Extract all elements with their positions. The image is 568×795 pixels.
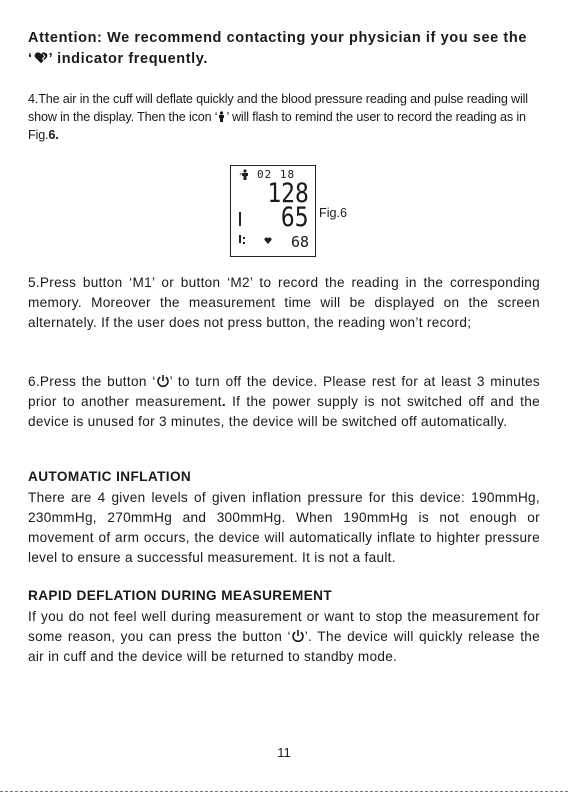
attention-line-1: Attention: We recommend contacting your physician if you see the bbox=[28, 30, 527, 46]
section-heading-automatic-inflation: AUTOMATIC INFLATION bbox=[28, 469, 192, 484]
lcd-diastolic: 65 bbox=[281, 202, 309, 233]
step-5-text: 5.Press button ‘M1’ or button ‘M2’ to record the reading in the corresponding memory. Moreover the measurement time will be displayed on the screen alternately. If the user does not press button, the reading won’t record; bbox=[28, 275, 540, 330]
lcd-segment-dot bbox=[243, 242, 245, 244]
attention-line-2: ‘ ’ indicator frequently. bbox=[28, 51, 208, 67]
figure-caption: Fig.6 bbox=[319, 206, 347, 220]
person-icon bbox=[239, 169, 251, 180]
lcd-pulse: 68 bbox=[290, 233, 309, 251]
irregular-heartbeat-icon bbox=[33, 52, 49, 64]
power-icon bbox=[291, 629, 305, 643]
lcd-segment-bar bbox=[239, 235, 241, 243]
step-6-text: 6.Press the button ‘ ’ to turn off the device. Please rest for at least 3 minutes prior to another measurement. If the power supply is not switched off and the device is unused for 3 minutes, the device will be switched off automatically. bbox=[28, 374, 540, 429]
lcd-segment-dot bbox=[243, 237, 245, 239]
lcd-date: 02 18 bbox=[257, 168, 296, 181]
heart-icon bbox=[264, 237, 272, 244]
attention-note bbox=[28, 28, 548, 70]
lcd-segment-bar bbox=[239, 212, 241, 226]
lcd-systolic: 128 bbox=[267, 178, 309, 209]
section-heading-rapid-deflation: RAPID DEFLATION DURING MEASUREMENT bbox=[28, 588, 333, 603]
rapid-deflation-text: If you do not feel well during measurement or want to stop the measurement for some reason, you can press the button ‘ ’. The device will quickly release the air in cuff and the device will be returned to standby mode. bbox=[28, 609, 540, 664]
step-4-text: 4.The air in the cuff will deflate quickly and the blood pressure reading and pulse reading will show in the display. Then the icon ‘ ’ will flash to remind the user to record the reading as in Fig.6. bbox=[28, 92, 528, 142]
page-divider bbox=[0, 791, 568, 792]
automatic-inflation-text: There are 4 given levels of given inflation pressure for this device: 190mmHg, 230mmHg, 270mmHg and 300mmHg. When 190mmHg is not enough or movement of arm occurs, the device will automatically inflate to highter pressure level to ensure a successful measurement. It is not a fault. bbox=[28, 490, 540, 565]
lcd-display bbox=[230, 165, 316, 257]
power-icon bbox=[156, 374, 170, 388]
page-number: 11 bbox=[277, 745, 291, 760]
